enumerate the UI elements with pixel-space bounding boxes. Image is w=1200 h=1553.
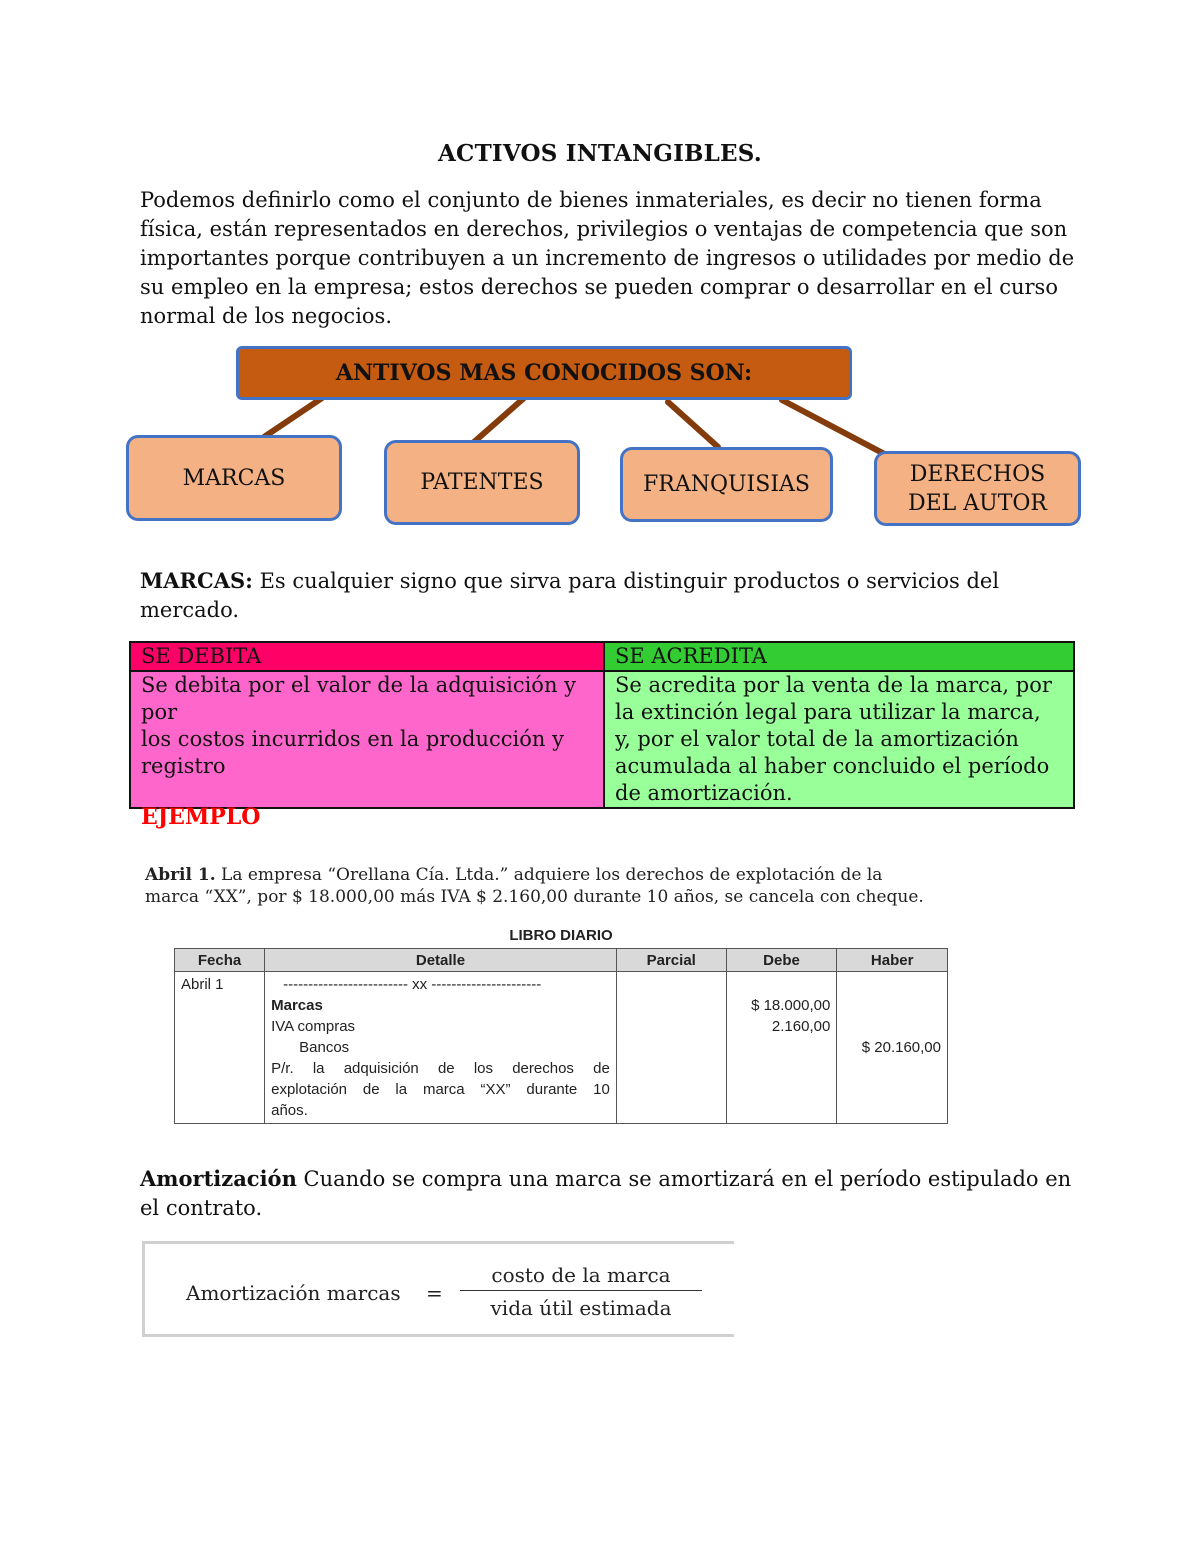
debit-line: los costos incurridos en la producción y [141,727,564,751]
entry-description: P/r. la adquisición de los derechos de [271,1060,610,1077]
diagram-box-derechos-del-autor [874,451,1081,526]
debe-marcas: $ 18.000,00 [751,997,831,1014]
connector-marcas [264,398,322,437]
diagram-header: ANTIVOS MAS CONOCIDOS SON: [236,346,852,400]
ejemplo-text-line: marca “XX”, por $ 18.000,00 más IVA $ 2.160,00 durante 10 años, se cancela con cheque. [145,887,924,907]
marcas-definition [140,566,1080,625]
entry-description: años. [271,1102,308,1119]
entry-account-iva: IVA compras [271,1018,356,1035]
intro-line: física, están representados en derechos, privilegios o ventajas de competencia que son [140,217,1068,241]
diagram-box-line: DERECHOS [909,461,1046,487]
ejemplo-heading: EJEMPLO [141,804,261,830]
intro-line: normal de los negocios. [140,304,392,328]
libro-header-row [175,949,948,972]
amortizacion-label: Amortización [140,1166,297,1191]
col-detalle: Detalle [265,949,617,972]
credit-line: de amortización. [615,781,793,805]
intro-line: Podemos definirlo como el conjunto de bienes inmateriales, es decir no tienen forma [140,188,1042,212]
intro-line: importantes porque contribuyen a un incremento de ingresos o utilidades por medio de [140,246,1075,270]
marcas-text: Es cualquier signo que sirva para distinguir productos o servicios del [252,569,1000,593]
amortizacion-text: Cuando se compra una marca se amortizará en el período estipulado en [296,1167,1072,1191]
credit-header: SE ACREDITA [604,642,1074,671]
connector-franquisias [668,402,718,447]
formula-equals: = [426,1281,443,1305]
debe-iva: 2.160,00 [771,1018,831,1035]
col-debe: Debe [726,949,837,972]
entry-separator: ------------------------- xx ---------------------- [283,976,542,993]
marcas-label: MARCAS: [140,568,253,593]
connector-patentes [474,398,524,442]
debit-line: registro [141,754,226,778]
credit-line: la extinción legal para utilizar la marca, [615,700,1041,724]
entry-account-bancos: Bancos [299,1039,350,1056]
ejemplo-statement [145,864,985,908]
credit-line: acumulada al haber concluido el período [615,754,1050,778]
col-haber: Haber [837,949,948,972]
libro-diario-title: LIBRO DIARIO [509,927,613,944]
entry-parcial [616,972,726,1124]
formula-fraction-bar [460,1290,702,1291]
amortizacion-paragraph [140,1164,1080,1223]
amortizacion-text: el contrato. [140,1196,263,1220]
formula-denominator: vida útil estimada [490,1296,672,1316]
marcas-text: mercado. [140,598,240,622]
formula-left: Amortización marcas [186,1281,401,1305]
entry-description: explotación de la marca “XX” durante 10 [271,1081,610,1098]
page-title: ACTIVOS INTANGIBLES. [438,140,762,167]
entry-detalle [265,972,617,1124]
formula-numerator: costo de la marca [491,1263,671,1287]
debit-header: SE DEBITA [130,642,604,671]
entry-debe [726,972,837,1124]
ejemplo-text-line: La empresa “Orellana Cía. Ltda.” adquiere los derechos de explotación de la [215,865,883,885]
libro-diario-table [174,948,948,1124]
libro-entry-row [175,972,948,1124]
entry-account-marcas: Marcas [271,997,323,1014]
credit-line: y, por el valor total de la amortización [615,727,1019,751]
credit-body [604,671,1074,808]
col-parcial: Parcial [616,949,726,972]
credit-line: Se acredita por la venta de la marca, por [615,673,1052,697]
debit-credit-table [129,641,1075,809]
ejemplo-date: Abril 1. [145,865,216,885]
diagram-box-line: DEL AUTOR [907,490,1047,516]
intro-line: su empleo en la empresa; estos derechos se pueden comprar o desarrollar en el curso [140,275,1058,299]
diagram-box-patentes: PATENTES [384,440,580,525]
debit-body [130,671,604,808]
col-fecha: Fecha [175,949,265,972]
entry-haber [837,972,948,1124]
diagram-box-franquisias: FRANQUISIAS [620,447,833,522]
entry-fecha: Abril 1 [175,972,265,1124]
diagram-box-marcas: MARCAS [126,435,342,521]
haber-bancos: $ 20.160,00 [861,1039,941,1056]
debit-line: Se debita por el valor de la adquisición y por [141,673,577,724]
